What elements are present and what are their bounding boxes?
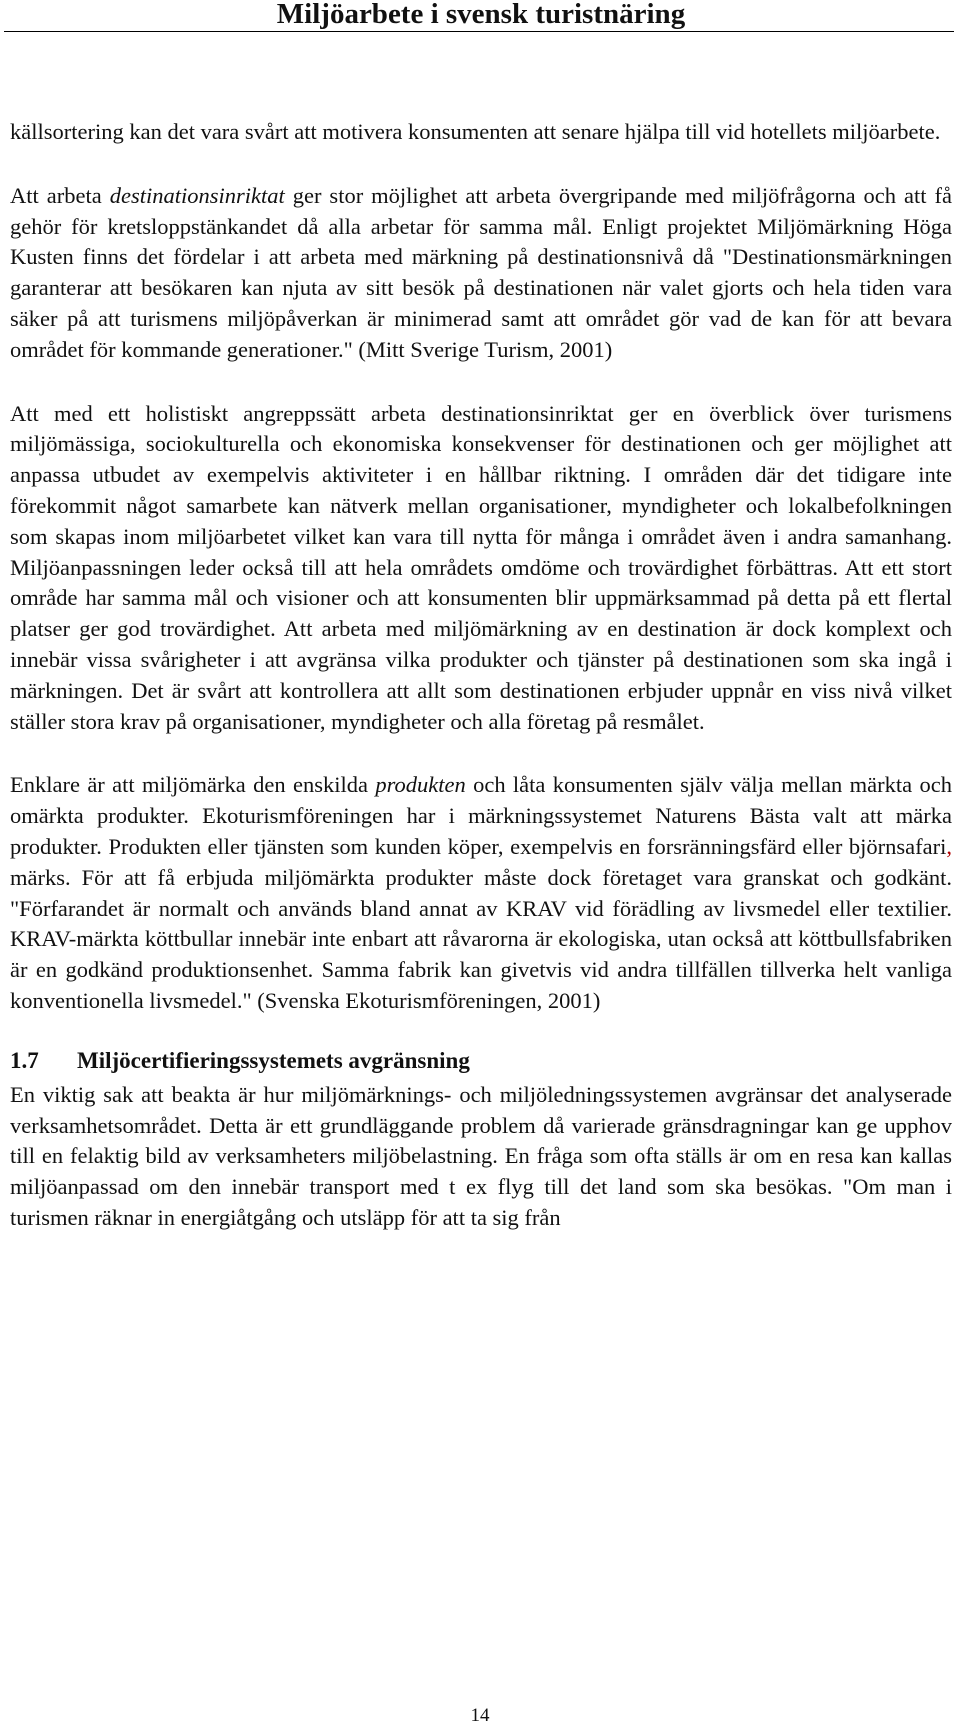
paragraph-2-emphasis: destinationsinriktat <box>109 182 285 208</box>
paragraph-4-text-a: Enklare är att miljömärka den enskilda <box>10 772 376 798</box>
paragraph-3: Att med ett holistiskt angreppssätt arbeta destinationsinriktat ger en överblick över turismens miljömässiga, sociokulturella och ekonomiska konsekvenser för destinationen och ger möjlighet att anpassa utbudet av exempelvis aktiviteter i en hållbar riktning. I områden där det tidigare inte förekommit något samarbete kan nätverk mellan organisationer, myndigheter och lokalbefolkningen som skapas inom miljöarbetet vilket kan vara till nytta för många i området även i andra samanhang. Miljöanpassningen leder också till att hela områdets omdöme och trovärdighet förbättras. Att ett stort område har samma mål och visioner och att konsumenten blir uppmärksammad på detta på ett flertal platser ger god trovärdighet. Att arbeta med miljömärkning av en destination är dock komplext och innebär vissa svårigheter i att avgränsa vilka produkter och tjänster på destinationen som ska ingå i märkningen. Det är svårt att kontrollera att allt som destinationen erbjuder uppnår en viss nivå vilket ställer stora krav på organisationer, myndigheter och alla företag på resmålet. <box>10 400 952 734</box>
page-number: 14 <box>470 1705 490 1726</box>
paragraph-4-text-c: märks. För att få erbjuda miljömärkta produkter måste dock företaget vara granskat och godkänt. "Förfarandet är normalt och används bland annat av KRAV vid förädling av livsmedel eller textilier. KRAV-märkta köttbullar innebär inte enbart att råvarorna är ekologiska, utan också att köttbullsfabriken är en godkänd produktionsenhet. Samma fabrik kan givetvis vid andra tillfällen tillverka helt vanliga konventionella livsmedel." (Svenska Ekoturismföreningen, 2001) <box>10 864 952 1013</box>
paragraph-2-text-b: ger stor möjlighet att arbeta övergripande med miljöfrågorna och att få gehör för kretsloppstänkandet då alla arbetar för samma mål. Enligt projektet Miljömärkning Höga Kusten finns det fördelar i att arbeta med märkning på destinationsnivå då "Destinationsmärkningen garanterar att besökaren kan njuta av sitt besök på destinationen när valet gjorts och hela tiden vara säker på att turismens miljöpåverkan är minimerad samt att området gör vad de kan för att bevara området för kommande generationer." (Mitt Sverige Turism, 2001) <box>10 182 952 362</box>
document-body <box>10 117 952 1234</box>
paragraph-2-text-a: Att arbeta <box>10 182 110 208</box>
paragraph-4-emphasis: produkten <box>375 772 466 798</box>
paragraph-2 <box>10 181 952 366</box>
paragraph-4 <box>10 770 952 1016</box>
section-title: Miljöcertifieringssystemets avgränsning <box>77 1047 470 1073</box>
header-rule <box>4 31 954 32</box>
paragraph-4-text-b: och låta konsumenten själv välja mellan märkta och omärkta produkter. Ekoturismföreningen har i märkningssystemet Naturens Bästa valt att märka produkter. Produkten eller tjänsten som kunden köper, exempelvis en forsränningsfärd eller björnsafari <box>10 772 952 859</box>
running-header: Miljöarbete i svensk turistnäring <box>276 0 686 30</box>
paragraph-5: En viktig sak att beakta är hur miljömärknings- och miljöledningssystemen avgränsar det analyserade verksamhetsområdet. Detta är ett grundläggande problem då varierade gränsdragningar kan ge upphov till en felaktig bild av verksamheters miljöbelastning. En fråga som ofta ställs är om en resa kan kallas miljöanpassad om den innebär transport med t ex flyg till det land som ska besökas. "Om man i turismen räknar in energiåtgång och utsläpp för att ta sig från <box>10 1081 952 1230</box>
section-heading <box>10 1046 952 1076</box>
section-number: 1.7 <box>10 1047 39 1073</box>
paragraph-1: källsortering kan det vara svårt att motivera konsumenten att senare hjälpa till vid hotellets miljöarbete. <box>10 119 941 144</box>
paragraph-4-red-comma: , <box>946 833 952 859</box>
